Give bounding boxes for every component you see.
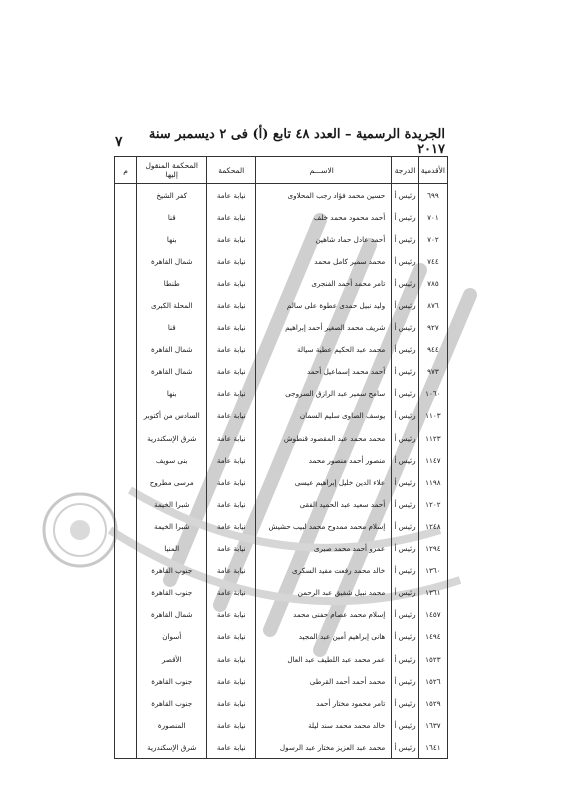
court-cell: نيابة عامة <box>207 272 256 294</box>
transfer-court-cell: بنى سويف <box>137 449 207 471</box>
table-row <box>115 339 448 361</box>
seniority-cell: ٨٧٦ <box>418 294 447 316</box>
table-row <box>115 405 448 427</box>
transfer-court-cell: بنها <box>137 228 207 250</box>
table-row <box>115 471 448 493</box>
court-cell: نيابة عامة <box>207 493 256 515</box>
seniority-cell: ٩٧٣ <box>418 361 447 383</box>
m-cell <box>115 317 137 339</box>
m-cell <box>115 582 137 604</box>
seniority-cell: ١٤٩٤ <box>418 626 447 648</box>
seniority-cell: ١٦٣٧ <box>418 714 447 736</box>
grade-cell: رئيس أ <box>392 604 419 626</box>
court-cell: نيابة عامة <box>207 206 256 228</box>
seniority-cell: ١١٩٨ <box>418 471 447 493</box>
seniority-cell: ١١٢٣ <box>418 427 447 449</box>
grade-cell: رئيس أ <box>392 582 419 604</box>
m-cell <box>115 515 137 537</box>
name-cell: محمد عبد العزيز مختار عبد الرسول <box>256 736 392 759</box>
transfer-court-cell: شمال القاهرة <box>137 339 207 361</box>
table-row <box>115 206 448 228</box>
court-cell: نيابة عامة <box>207 471 256 493</box>
transfer-court-cell: شرق الإسكندرية <box>137 736 207 759</box>
court-cell: نيابة عامة <box>207 692 256 714</box>
court-cell: نيابة عامة <box>207 604 256 626</box>
m-cell <box>115 604 137 626</box>
court-cell: نيابة عامة <box>207 648 256 670</box>
transfer-court-cell: شرق الإسكندرية <box>137 427 207 449</box>
table-row <box>115 626 448 648</box>
m-cell <box>115 493 137 515</box>
transfer-court-cell: جنوب القاهرة <box>137 560 207 582</box>
col-header-transfer-court: المحكمة المنقول إليها <box>137 157 207 184</box>
name-cell: أحمد سعيد عبد الحميد الفقى <box>256 493 392 515</box>
name-cell: تامر محمود مختار أحمد <box>256 692 392 714</box>
court-cell: نيابة عامة <box>207 449 256 471</box>
grade-cell: رئيس أ <box>392 294 419 316</box>
name-cell: خالد محمد محمد سند ليلة <box>256 714 392 736</box>
transfer-court-cell: السادس من أكتوبر <box>137 405 207 427</box>
seniority-cell: ٩٤٤ <box>418 339 447 361</box>
court-cell: نيابة عامة <box>207 405 256 427</box>
transfer-court-cell: أسوان <box>137 626 207 648</box>
table-row <box>115 228 448 250</box>
table-row <box>115 493 448 515</box>
transfer-court-cell: المحلة الكبرى <box>137 294 207 316</box>
m-cell <box>115 361 137 383</box>
grade-cell: رئيس أ <box>392 648 419 670</box>
m-cell <box>115 449 137 471</box>
seniority-cell: ٧٨٥ <box>418 272 447 294</box>
table-row <box>115 449 448 471</box>
transfer-court-cell: جنوب القاهرة <box>137 670 207 692</box>
seniority-cell: ١٠٦٠ <box>418 383 447 405</box>
table-row <box>115 361 448 383</box>
transfer-court-cell: جنوب القاهرة <box>137 582 207 604</box>
table-row <box>115 250 448 272</box>
m-cell <box>115 294 137 316</box>
m-cell <box>115 560 137 582</box>
table-row <box>115 560 448 582</box>
transfer-court-cell: الأقصر <box>137 648 207 670</box>
grade-cell: رئيس أ <box>392 184 419 207</box>
m-cell <box>115 206 137 228</box>
court-cell: نيابة عامة <box>207 560 256 582</box>
court-cell: نيابة عامة <box>207 250 256 272</box>
transfer-court-cell: طنطا <box>137 272 207 294</box>
court-cell: نيابة عامة <box>207 361 256 383</box>
table-row <box>115 670 448 692</box>
name-cell: خالد محمد رفعت مفيد السكرى <box>256 560 392 582</box>
m-cell <box>115 714 137 736</box>
table-row <box>115 294 448 316</box>
name-cell: محمد سمير كامل محمد <box>256 250 392 272</box>
m-cell <box>115 427 137 449</box>
grade-cell: رئيس أ <box>392 339 419 361</box>
seniority-cell: ١٢٠٢ <box>418 493 447 515</box>
transfer-court-cell: شبرا الخيمة <box>137 493 207 515</box>
col-header-seniority: الأقدمية <box>418 157 447 184</box>
gazette-title: الجريدة الرسمية – العدد ٤٨ تابع (أ) فى ٢ ديسمبر سنة ٢٠١٧ <box>148 127 445 157</box>
grade-cell: رئيس أ <box>392 272 419 294</box>
court-cell: نيابة عامة <box>207 736 256 759</box>
transfer-court-cell: شبرا الخيمة <box>137 515 207 537</box>
grade-cell: رئيس أ <box>392 449 419 471</box>
grade-cell: رئيس أ <box>392 250 419 272</box>
table-row <box>115 515 448 537</box>
transfer-court-cell: شمال القاهرة <box>137 361 207 383</box>
table-row <box>115 604 448 626</box>
grade-cell: رئيس أ <box>392 515 419 537</box>
m-cell <box>115 250 137 272</box>
table-row <box>115 272 448 294</box>
table-row <box>115 383 448 405</box>
name-cell: محمد عبد الحكيم عطية سيالة <box>256 339 392 361</box>
table-row <box>115 317 448 339</box>
seniority-cell: ١٢٤٨ <box>418 515 447 537</box>
table-row <box>115 582 448 604</box>
table-row <box>115 184 448 207</box>
m-cell <box>115 405 137 427</box>
name-cell: أحمد محمود محمد خلف <box>256 206 392 228</box>
page-number: ٧ <box>115 134 123 150</box>
transfer-court-cell: المنيا <box>137 538 207 560</box>
grade-cell: رئيس أ <box>392 560 419 582</box>
name-cell: محمد محمد عبد المقصود قنطوش <box>256 427 392 449</box>
name-cell: تامر محمد أحمد الفنجرى <box>256 272 392 294</box>
name-cell: وليد نبيل حمدى عطوة على سالم <box>256 294 392 316</box>
grade-cell: رئيس أ <box>392 692 419 714</box>
grade-cell: رئيس أ <box>392 538 419 560</box>
name-cell: منصور أحمد منصور محمد <box>256 449 392 471</box>
court-cell: نيابة عامة <box>207 626 256 648</box>
name-cell: علاء الدين خليل إبراهيم عيسى <box>256 471 392 493</box>
transfer-court-cell: جنوب القاهرة <box>137 692 207 714</box>
transfer-court-cell: قنا <box>137 317 207 339</box>
page-header <box>115 127 445 157</box>
seniority-cell: ١٢٩٤ <box>418 538 447 560</box>
grade-cell: رئيس أ <box>392 670 419 692</box>
m-cell <box>115 383 137 405</box>
seniority-cell: ٧٤٤ <box>418 250 447 272</box>
name-cell: عمرو أحمد محمد صبرى <box>256 538 392 560</box>
name-cell: أحمد محمد إسماعيل أحمد <box>256 361 392 383</box>
m-cell <box>115 339 137 361</box>
transfer-court-cell: شمال القاهرة <box>137 250 207 272</box>
name-cell: يوسف الصاوى سليم السمان <box>256 405 392 427</box>
seniority-cell: ١٥٢٩ <box>418 692 447 714</box>
grade-cell: رئيس أ <box>392 361 419 383</box>
grade-cell: رئيس أ <box>392 383 419 405</box>
col-header-name: الاســـم <box>256 157 392 184</box>
grade-cell: رئيس أ <box>392 471 419 493</box>
grade-cell: رئيس أ <box>392 626 419 648</box>
seniority-cell: ١٥٢٣ <box>418 648 447 670</box>
seniority-cell: ٩٢٧ <box>418 317 447 339</box>
seniority-cell: ١٦٤١ <box>418 736 447 759</box>
transfer-court-cell: كفر الشيخ <box>137 184 207 207</box>
transfer-court-cell: مرسى مطروح <box>137 471 207 493</box>
court-cell: نيابة عامة <box>207 294 256 316</box>
judges-transfer-table <box>114 156 448 759</box>
court-cell: نيابة عامة <box>207 339 256 361</box>
table-row <box>115 736 448 759</box>
court-cell: نيابة عامة <box>207 538 256 560</box>
m-cell <box>115 228 137 250</box>
transfer-court-cell: بنها <box>137 383 207 405</box>
seniority-cell: ١١٠٣ <box>418 405 447 427</box>
grade-cell: رئيس أ <box>392 206 419 228</box>
name-cell: إسلام محمد ممدوح محمد لبيب حشيش <box>256 515 392 537</box>
seniority-cell: ٧٠١ <box>418 206 447 228</box>
table-header-row <box>115 157 448 184</box>
name-cell: محمد أحمد أحمد القرطى <box>256 670 392 692</box>
court-cell: نيابة عامة <box>207 670 256 692</box>
name-cell: أحمد عادل حماد شاهين <box>256 228 392 250</box>
court-cell: نيابة عامة <box>207 427 256 449</box>
court-cell: نيابة عامة <box>207 582 256 604</box>
m-cell <box>115 648 137 670</box>
grade-cell: رئيس أ <box>392 736 419 759</box>
grade-cell: رئيس أ <box>392 714 419 736</box>
m-cell <box>115 272 137 294</box>
name-cell: محمد نبيل شفيق عبد الرحمن <box>256 582 392 604</box>
seniority-cell: ٧٠٢ <box>418 228 447 250</box>
grade-cell: رئيس أ <box>392 228 419 250</box>
transfer-court-cell: شمال القاهرة <box>137 604 207 626</box>
name-cell: شريف محمد الصغير أحمد إبراهيم <box>256 317 392 339</box>
name-cell: إسلام محمد عصام حفنى محمد <box>256 604 392 626</box>
grade-cell: رئيس أ <box>392 427 419 449</box>
m-cell <box>115 736 137 759</box>
seniority-cell: ٦٩٩ <box>418 184 447 207</box>
name-cell: هانى إبراهيم أمين عبد المجيد <box>256 626 392 648</box>
court-cell: نيابة عامة <box>207 184 256 207</box>
col-header-court: المحكمة <box>207 157 256 184</box>
col-header-m: م <box>115 157 137 184</box>
table-row <box>115 538 448 560</box>
m-cell <box>115 538 137 560</box>
court-cell: نيابة عامة <box>207 317 256 339</box>
grade-cell: رئيس أ <box>392 405 419 427</box>
seniority-cell: ١٤٥٧ <box>418 604 447 626</box>
transfer-court-cell: قنا <box>137 206 207 228</box>
table-row <box>115 692 448 714</box>
col-header-grade: الدرجة <box>392 157 419 184</box>
m-cell <box>115 471 137 493</box>
transfer-court-cell: المنصورة <box>137 714 207 736</box>
table-row <box>115 648 448 670</box>
m-cell <box>115 670 137 692</box>
seniority-cell: ١٣٦٠ <box>418 560 447 582</box>
grade-cell: رئيس أ <box>392 317 419 339</box>
seniority-cell: ١١٤٧ <box>418 449 447 471</box>
grade-cell: رئيس أ <box>392 493 419 515</box>
table-body <box>115 184 448 759</box>
m-cell <box>115 626 137 648</box>
table-row <box>115 427 448 449</box>
m-cell <box>115 692 137 714</box>
name-cell: سامح سمير عبد الرازق السروجى <box>256 383 392 405</box>
seniority-cell: ١٥٢٦ <box>418 670 447 692</box>
table-row <box>115 714 448 736</box>
seniority-cell: ١٣٦١ <box>418 582 447 604</box>
name-cell: حسين محمد فؤاد رجب المحلاوى <box>256 184 392 207</box>
m-cell <box>115 184 137 207</box>
court-cell: نيابة عامة <box>207 714 256 736</box>
name-cell: عمر محمد عبد اللطيف عبد العال <box>256 648 392 670</box>
court-cell: نيابة عامة <box>207 383 256 405</box>
court-cell: نيابة عامة <box>207 228 256 250</box>
court-cell: نيابة عامة <box>207 515 256 537</box>
